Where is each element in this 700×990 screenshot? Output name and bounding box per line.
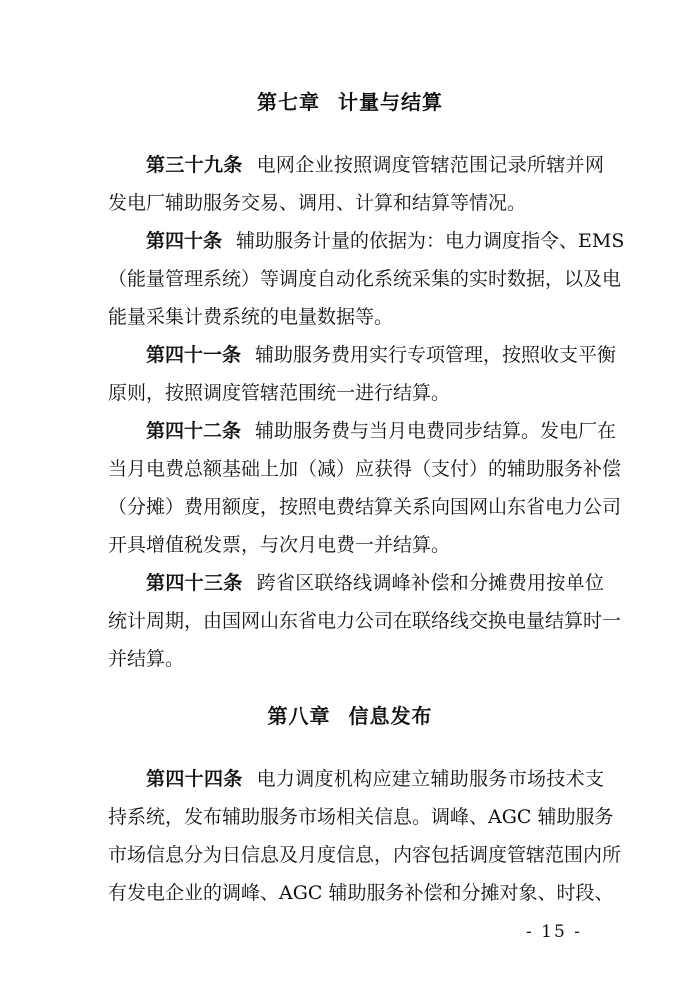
article-line [108,146,604,184]
chapter-8-name: 信息发布 [348,704,433,728]
article-label: 第四十四条 [146,768,243,790]
chapter-7-number: 第七章 [257,90,320,114]
article-text: 跨省区联络线调峰补偿和分摊费用按单位 [256,572,604,594]
article-line [108,564,604,602]
article-label: 第四十一条 [146,344,242,366]
article-line [108,760,604,798]
chapter-7-name: 计量与结算 [338,90,443,114]
article-line: 发电厂辅助服务交易、调用、计算和结算等情况。 [108,192,527,214]
article-line: 开具增值税发票，与次月电费一并结算。 [108,534,451,556]
article-44 [108,760,622,912]
article-text: 辅助服务费与当月电费同步结算。发电厂在 [255,420,617,442]
article-label: 第四十三条 [146,572,243,594]
article-line: （能量管理系统）等调度自动化系统采集的实时数据，以及电 [108,268,622,290]
page-number: - 15 - [526,922,582,942]
article-line: 原则，按照调度管辖范围统一进行结算。 [108,382,451,404]
article-line: 能量采集计费系统的电量数据等。 [108,306,394,328]
article-line [108,336,617,374]
article-label: 第四十二条 [146,420,242,442]
article-43 [108,564,622,678]
article-42 [108,412,622,564]
article-line: 持系统，发布辅助服务市场相关信息。调峰、AGC 辅助服务 [108,806,614,828]
article-label: 第四十条 [146,230,223,252]
article-text: 辅助服务计量的依据为：电力调度指令、EMS [236,230,625,252]
article-41 [108,336,617,412]
chapter-8-number: 第八章 [267,704,331,728]
article-39 [108,146,604,222]
article-text: 辅助服务费用实行专项管理，按照收支平衡 [255,344,617,366]
chapter-8-title [0,700,700,729]
chapter-7-title [0,86,700,115]
article-line: 有发电企业的调峰、AGC 辅助服务补偿和分摊对象、时段、 [108,882,614,904]
article-text: 电网企业按照调度管辖范围记录所辖并网 [256,154,604,176]
article-40 [108,222,625,336]
article-text: 电力调度机构应建立辅助服务市场技术支 [256,768,604,790]
article-line: 并结算。 [108,648,185,670]
article-line: 统计周期，由国网山东省电力公司在联络线交换电量结算时一 [108,610,622,632]
article-line: （分摊）费用额度，按照电费结算关系向国网山东省电力公司 [108,496,622,518]
article-line: 当月电费总额基础上加（减）应获得（支付）的辅助服务补偿 [108,458,622,480]
article-line [108,412,617,450]
article-line: 市场信息分为日信息及月度信息，内容包括调度管辖范围内所 [108,844,622,866]
article-line [108,222,625,260]
article-label: 第三十九条 [146,154,243,176]
